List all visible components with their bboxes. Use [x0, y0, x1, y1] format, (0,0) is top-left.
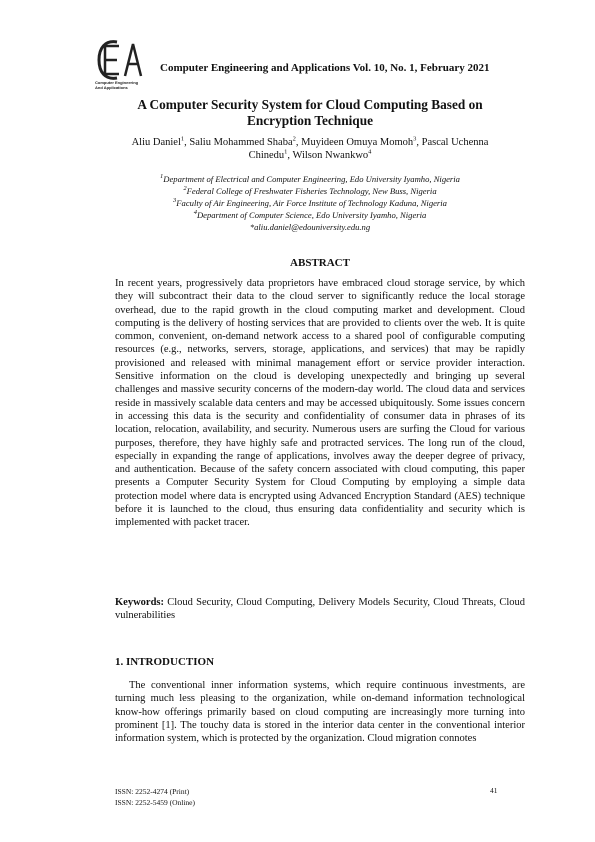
author — [301, 137, 422, 148]
keywords — [115, 596, 525, 623]
affiliation-mark: 4 — [193, 209, 197, 217]
affiliation — [110, 197, 510, 209]
affiliation-text: Federal College of Freshwater Fisheries Technology, New Buss, Nigeria — [186, 186, 437, 196]
author-separator: , — [416, 137, 422, 148]
abstract-heading: ABSTRACT — [290, 257, 350, 269]
author-separator: , — [287, 150, 293, 161]
issn-print: ISSN: 2252-4274 (Print) — [115, 787, 190, 796]
affiliation-text: Faculty of Air Engineering, Air Force Institute of Technology Kaduna, Nigeria — [176, 198, 447, 208]
affiliation-mark: 2 — [183, 185, 187, 193]
journal-header: Computer Engineering and Applications Vol. 10, No. 1, February 2021 — [160, 62, 490, 74]
author — [189, 137, 301, 148]
paper-title: A Computer Security System for Cloud Computing Based on Encryption Technique — [137, 97, 483, 128]
author-affiliation-mark: 1 — [180, 135, 185, 143]
affiliation-mark: 1 — [160, 173, 164, 181]
author-name: Pascal Uchenna Chinedu — [248, 137, 489, 161]
author — [132, 137, 190, 148]
author-affiliation-mark: 2 — [292, 135, 296, 143]
author-name: Saliu Mohammed Shaba — [189, 137, 293, 148]
author-separator: , — [184, 137, 190, 148]
logo-caption: Computer Engineering And Applications — [95, 80, 139, 90]
author-name: Wilson Nwankwo — [292, 150, 369, 161]
author-affiliation-mark: 4 — [368, 148, 372, 156]
author-affiliation-mark: 1 — [284, 148, 288, 156]
keywords-label: Keywords: — [115, 597, 164, 608]
cea-journal-logo-icon — [95, 38, 145, 82]
author-name: Aliu Daniel — [131, 137, 181, 148]
author-affiliation-mark: 3 — [413, 135, 417, 143]
affiliation-text: Department of Electrical and Computer Engineering, Edo University Iyamho, Nigeria — [163, 174, 460, 184]
introduction-text: The conventional inner information systems, which require continuous investments, are turning much less pleasing to the organization, while on-demand information technological know-how offerings primarily based on cloud computing are increasingly more turning into prominent [1]. The touchy data is stored in the interior data center in the conventional interior information system, which is protected by the organization. Cloud migration connotes — [115, 680, 525, 745]
author-separator: , — [295, 137, 302, 148]
corresponding-email: *aliu.daniel@edouniversity.edu.ng — [249, 222, 371, 232]
affiliation — [110, 173, 510, 185]
affiliation-text: Department of Computer Science, Edo University Iyamho, Nigeria — [196, 210, 427, 220]
affiliation-mark: 3 — [173, 197, 177, 205]
journal-logo — [95, 38, 145, 94]
section-heading-introduction: 1. INTRODUCTION — [115, 656, 215, 668]
issn-online: ISSN: 2252-5459 (Online) — [115, 798, 195, 807]
author-name: Muyideen Omuya Momoh — [301, 137, 414, 148]
affiliation — [110, 185, 510, 197]
author-list — [110, 136, 510, 162]
page-number: 41 — [490, 786, 498, 795]
keywords-text: Cloud Security, Cloud Computing, Delivery Models Security, Cloud Threats, Cloud vulnerabilities — [115, 597, 525, 622]
author — [292, 150, 371, 161]
affiliation-list — [110, 173, 510, 233]
affiliation — [110, 209, 510, 221]
issn-footer — [115, 786, 195, 808]
abstract-text: In recent years, progressively data proprietors have embraced cloud storage service, by which they will subcontract their data to the cloud server to significantly reduce the local storage overhead, due to the rapid growth in the cloud computing market and development. Cloud computing is the delivery of hosting services that are provided to clients over the web. It is quite common, convenient, on-demand network access to a shared pool of configurable computing resources (e.g., networks, servers, storage, applications, and services) that may be rapidly provisioned and released with minimal management effort or service provider interaction. Sensitive information on the cloud is developing unexpectedly and bringing up several challenges and massive security concerns of the modern-day world. The cloud data and services reside in massively scalable data centers and may be accessed ubiquitously. Some issues concern in accessing this data is the security and confidentiality of consumer data in phrases of its location, relocation, availability, and security. Numerous users are surfing the Cloud for various purposes, therefore, they have highly safe and protracted services. The long run of the cloud, especially in expanding the range of applications, involves away the deeper degree of privacy, and authentication. Because of the safety concern associated with cloud computing, this paper presents a Computer Security System for Cloud Computing by employing a simple data protection model where data is encrypted using Advanced Encryption Standard (AES) technique before it is launched to the cloud, thus ensuring data confidentiality and security which is implemented with packet tracer. — [115, 278, 525, 529]
